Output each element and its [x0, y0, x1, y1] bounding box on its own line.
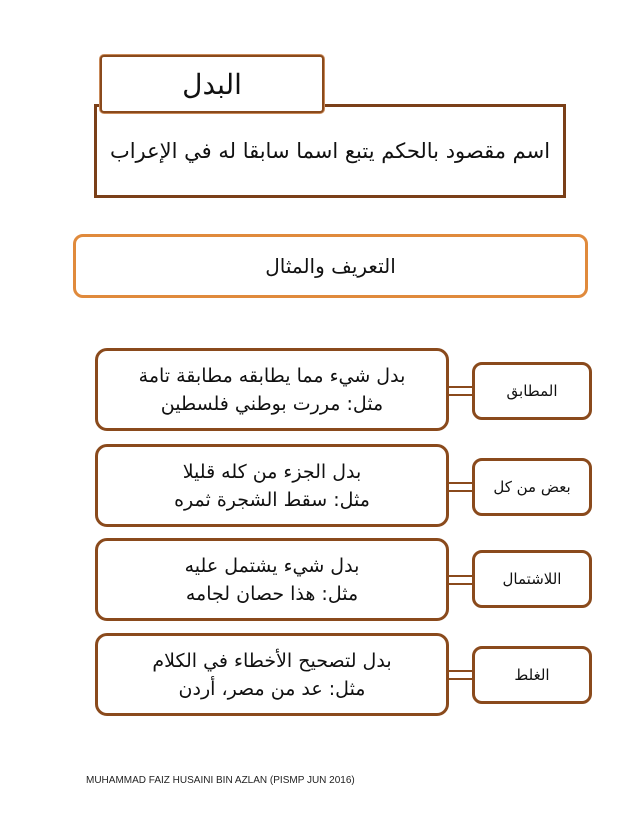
- definition-text: اسم مقصود بالحكم يتبع اسما سابقا له في الإعراب: [109, 139, 551, 163]
- type-label: الغلط: [514, 666, 550, 684]
- type-box-3: [95, 538, 449, 621]
- type-example: مثل: هذا حصان لجامه: [185, 582, 359, 605]
- type-example: مثل: مررت بوطني فلسطين: [160, 392, 384, 415]
- connector-4: [449, 670, 472, 680]
- title-tab: [100, 55, 324, 113]
- section-heading: التعريف والمثال: [265, 254, 396, 278]
- connector-1: [449, 386, 472, 396]
- footer-author: MUHAMMAD FAIZ HUSAINI BIN AZLAN (PISMP JUN 2016): [86, 775, 355, 786]
- type-example: مثل: عد من مصر، أردن: [178, 677, 366, 700]
- type-label-box-2: [472, 458, 592, 516]
- type-box-1: [95, 348, 449, 431]
- type-label: اللاشتمال: [502, 570, 562, 588]
- type-label: المطابق: [506, 382, 558, 400]
- page-title: البدل: [182, 67, 242, 101]
- type-label-box-4: [472, 646, 592, 704]
- type-description: بدل شيء يشتمل عليه: [184, 554, 360, 577]
- type-box-2: [95, 444, 449, 527]
- section-heading-box: [73, 234, 588, 298]
- type-label: بعض من كل: [493, 478, 571, 496]
- type-description: بدل الجزء من كله قليلا: [182, 460, 362, 483]
- type-description: بدل لتصحيح الأخطاء في الكلام: [152, 649, 392, 672]
- type-label-box-1: [472, 362, 592, 420]
- type-example: مثل: سقط الشجرة ثمره: [174, 488, 370, 511]
- type-label-box-3: [472, 550, 592, 608]
- type-description: بدل شيء مما يطابقه مطابقة تامة: [138, 364, 406, 387]
- connector-3: [449, 575, 472, 585]
- definition-box: [94, 104, 566, 198]
- connector-2: [449, 482, 472, 492]
- type-box-4: [95, 633, 449, 716]
